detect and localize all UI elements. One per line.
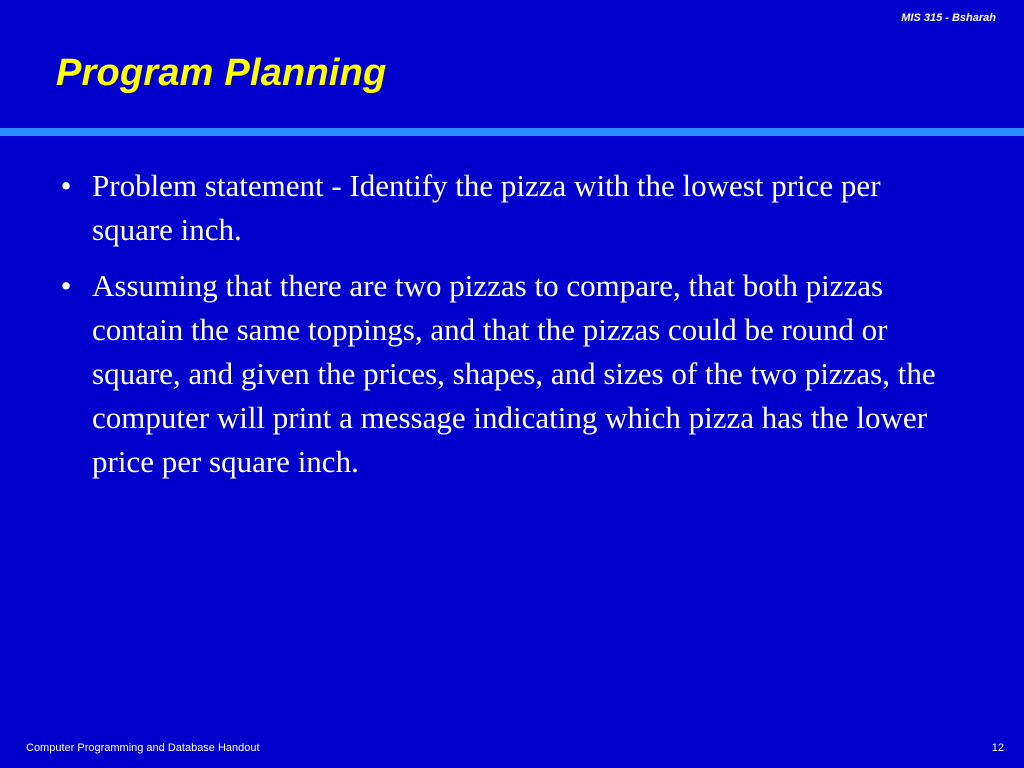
bullet-text: Problem statement - Identify the pizza with the lowest price per square inch. [92,168,881,247]
slide-title: Program Planning [56,52,387,94]
page-number: 12 [991,742,1004,754]
title-divider [0,128,1024,136]
course-label: MIS 315 - Bsharah [901,12,996,24]
bullet-icon: • [60,168,72,203]
footer-handout-label: Computer Programming and Database Handout [26,742,260,754]
bullet-text: Assuming that there are two pizzas to compare, that both pizzas contain the same toppings, and that the pizzas could be round or square, and given the prices, shapes, and sizes of the two pizzas, the computer will print a message indicating which pizza has the lower price per square inch. [92,268,936,479]
bullet-item [56,264,966,484]
bullet-item [56,164,966,252]
bullet-icon: • [60,268,72,303]
bullet-list [56,164,966,496]
